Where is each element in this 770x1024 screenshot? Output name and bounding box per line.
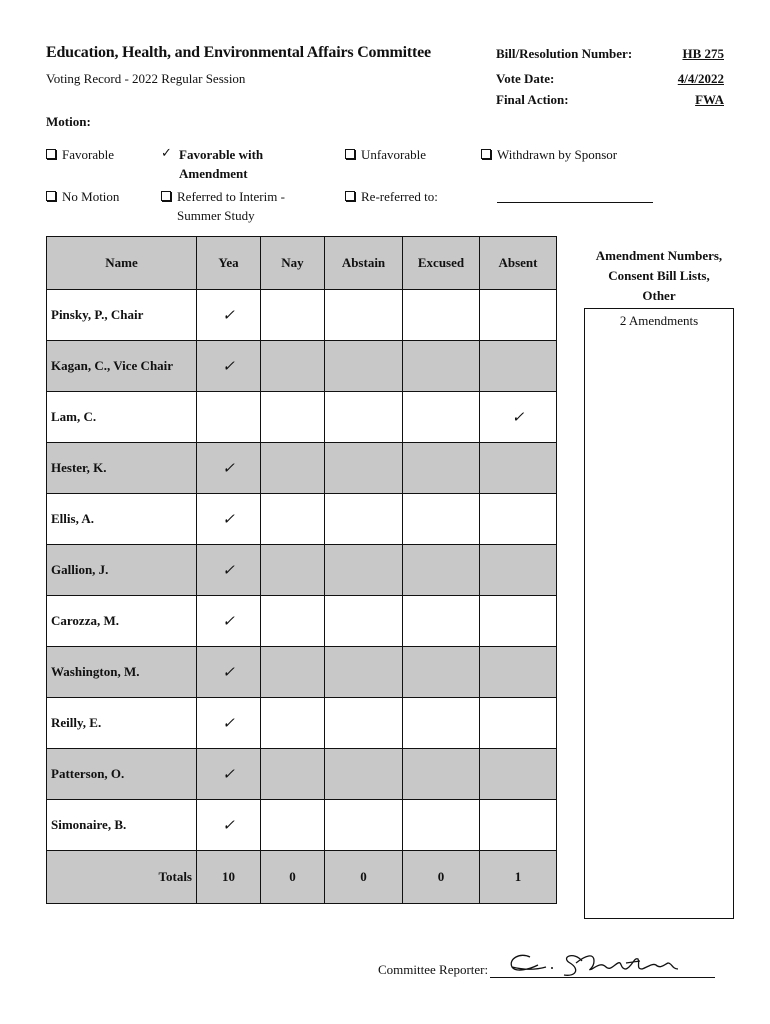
totals-label: Totals bbox=[47, 851, 197, 904]
total-abstain: 0 bbox=[325, 851, 403, 904]
absent-cell bbox=[480, 647, 557, 698]
nay-cell bbox=[261, 443, 325, 494]
excused-cell bbox=[403, 596, 480, 647]
abstain-cell bbox=[325, 290, 403, 341]
voting-table bbox=[46, 236, 557, 904]
nay-cell bbox=[261, 800, 325, 851]
abstain-cell bbox=[325, 698, 403, 749]
absent-cell bbox=[480, 341, 557, 392]
total-yea: 10 bbox=[197, 851, 261, 904]
absent-cell bbox=[480, 443, 557, 494]
member-name: Ellis, A. bbox=[47, 494, 197, 545]
table-header-row bbox=[47, 237, 557, 290]
checkbox-empty-icon bbox=[345, 149, 355, 159]
absent-cell bbox=[480, 800, 557, 851]
session-subtitle: Voting Record - 2022 Regular Session bbox=[46, 71, 246, 86]
table-row bbox=[47, 596, 557, 647]
member-name: Kagan, C., Vice Chair bbox=[47, 341, 197, 392]
total-absent: 1 bbox=[480, 851, 557, 904]
nay-cell bbox=[261, 494, 325, 545]
option-withdrawn[interactable] bbox=[481, 145, 617, 164]
excused-cell bbox=[403, 494, 480, 545]
header-excused: Excused bbox=[403, 237, 480, 290]
yea-cell bbox=[197, 392, 261, 443]
absent-cell bbox=[480, 494, 557, 545]
abstain-cell bbox=[325, 494, 403, 545]
yea-cell: ✓ bbox=[197, 647, 261, 698]
option-label: No Motion bbox=[62, 189, 120, 204]
table-row bbox=[47, 392, 557, 443]
option-label-line-1: Favorable with bbox=[179, 147, 264, 162]
total-nay: 0 bbox=[261, 851, 325, 904]
abstain-cell bbox=[325, 800, 403, 851]
final-action-label: Final Action: bbox=[496, 92, 569, 107]
re-referred-blank-line[interactable] bbox=[497, 202, 653, 203]
excused-cell bbox=[403, 698, 480, 749]
vote-date-label: Vote Date: bbox=[496, 71, 555, 86]
vote-date-value: 4/4/2022 bbox=[677, 71, 724, 86]
member-name: Simonaire, B. bbox=[47, 800, 197, 851]
checkmark-icon: ✓ bbox=[161, 145, 172, 160]
excused-cell bbox=[403, 290, 480, 341]
header-name: Name bbox=[47, 237, 197, 290]
table-row bbox=[47, 698, 557, 749]
nay-cell bbox=[261, 290, 325, 341]
member-name: Carozza, M. bbox=[47, 596, 197, 647]
nay-cell bbox=[261, 596, 325, 647]
member-name: Lam, C. bbox=[47, 392, 197, 443]
signature-image bbox=[490, 947, 715, 977]
amendments-heading-line-3: Other bbox=[642, 288, 676, 303]
option-label-line-2: Summer Study bbox=[177, 208, 255, 223]
absent-cell bbox=[480, 545, 557, 596]
absent-cell bbox=[480, 698, 557, 749]
header-yea: Yea bbox=[197, 237, 261, 290]
signature-line[interactable] bbox=[490, 955, 715, 978]
member-name: Pinsky, P., Chair bbox=[47, 290, 197, 341]
final-action-value: FWA bbox=[695, 92, 724, 107]
table-row bbox=[47, 494, 557, 545]
amendments-content: 2 Amendments bbox=[619, 313, 699, 328]
option-label: Re-referred to: bbox=[361, 189, 438, 204]
nay-cell bbox=[261, 698, 325, 749]
table-row bbox=[47, 341, 557, 392]
table-row bbox=[47, 800, 557, 851]
excused-cell bbox=[403, 749, 480, 800]
nay-cell bbox=[261, 545, 325, 596]
abstain-cell bbox=[325, 596, 403, 647]
absent-cell bbox=[480, 290, 557, 341]
yea-cell: ✓ bbox=[197, 698, 261, 749]
motion-label: Motion: bbox=[46, 114, 91, 129]
member-name: Patterson, O. bbox=[47, 749, 197, 800]
header-abstain: Abstain bbox=[325, 237, 403, 290]
option-re-referred[interactable] bbox=[345, 187, 438, 206]
yea-cell: ✓ bbox=[197, 800, 261, 851]
abstain-cell bbox=[325, 443, 403, 494]
excused-cell bbox=[403, 800, 480, 851]
yea-cell: ✓ bbox=[197, 545, 261, 596]
yea-cell: ✓ bbox=[197, 341, 261, 392]
member-name: Washington, M. bbox=[47, 647, 197, 698]
excused-cell bbox=[403, 341, 480, 392]
abstain-cell bbox=[325, 392, 403, 443]
abstain-cell bbox=[325, 647, 403, 698]
table-row bbox=[47, 290, 557, 341]
member-name: Gallion, J. bbox=[47, 545, 197, 596]
amendments-heading-line-1: Amendment Numbers, bbox=[595, 248, 723, 263]
nay-cell bbox=[261, 749, 325, 800]
option-favorable[interactable] bbox=[46, 145, 114, 164]
excused-cell bbox=[403, 443, 480, 494]
option-label-line-1: Referred to Interim - bbox=[177, 189, 285, 204]
option-referred-interim[interactable] bbox=[161, 187, 285, 225]
abstain-cell bbox=[325, 545, 403, 596]
checkbox-empty-icon bbox=[345, 191, 355, 201]
option-unfavorable[interactable] bbox=[345, 145, 426, 164]
amendments-heading-line-2: Consent Bill Lists, bbox=[608, 268, 710, 283]
nay-cell bbox=[261, 392, 325, 443]
yea-cell: ✓ bbox=[197, 443, 261, 494]
header-nay: Nay bbox=[261, 237, 325, 290]
table-row bbox=[47, 647, 557, 698]
option-label: Withdrawn by Sponsor bbox=[497, 147, 618, 162]
yea-cell: ✓ bbox=[197, 749, 261, 800]
yea-cell: ✓ bbox=[197, 290, 261, 341]
committee-title: Education, Health, and Environmental Affairs Committee bbox=[46, 44, 431, 61]
bill-number-value: HB 275 bbox=[682, 46, 724, 61]
amendments-box[interactable] bbox=[584, 308, 734, 919]
option-no-motion[interactable] bbox=[46, 187, 119, 206]
abstain-cell bbox=[325, 341, 403, 392]
totals-row bbox=[47, 851, 557, 904]
total-excused: 0 bbox=[403, 851, 480, 904]
checkbox-empty-icon bbox=[481, 149, 491, 159]
member-name: Hester, K. bbox=[47, 443, 197, 494]
header-absent: Absent bbox=[480, 237, 557, 290]
excused-cell bbox=[403, 647, 480, 698]
amendments-heading bbox=[584, 246, 734, 306]
option-label-line-2: Amendment bbox=[179, 166, 248, 181]
checkbox-empty-icon bbox=[161, 191, 171, 201]
option-label: Unfavorable bbox=[361, 147, 426, 162]
bill-number-label: Bill/Resolution Number: bbox=[496, 46, 633, 61]
option-label: Favorable bbox=[62, 147, 114, 162]
table-row bbox=[47, 545, 557, 596]
checkbox-empty-icon bbox=[46, 191, 56, 201]
nay-cell bbox=[261, 341, 325, 392]
excused-cell bbox=[403, 545, 480, 596]
table-row bbox=[47, 443, 557, 494]
absent-cell bbox=[480, 749, 557, 800]
nay-cell bbox=[261, 647, 325, 698]
checkbox-empty-icon bbox=[46, 149, 56, 159]
option-favorable-with-amendment[interactable] bbox=[161, 145, 263, 183]
member-name: Reilly, E. bbox=[47, 698, 197, 749]
yea-cell: ✓ bbox=[197, 494, 261, 545]
yea-cell: ✓ bbox=[197, 596, 261, 647]
absent-cell bbox=[480, 596, 557, 647]
absent-cell: ✓ bbox=[480, 392, 557, 443]
abstain-cell bbox=[325, 749, 403, 800]
table-row bbox=[47, 749, 557, 800]
excused-cell bbox=[403, 392, 480, 443]
committee-reporter bbox=[378, 955, 715, 978]
reporter-label: Committee Reporter: bbox=[378, 962, 489, 977]
